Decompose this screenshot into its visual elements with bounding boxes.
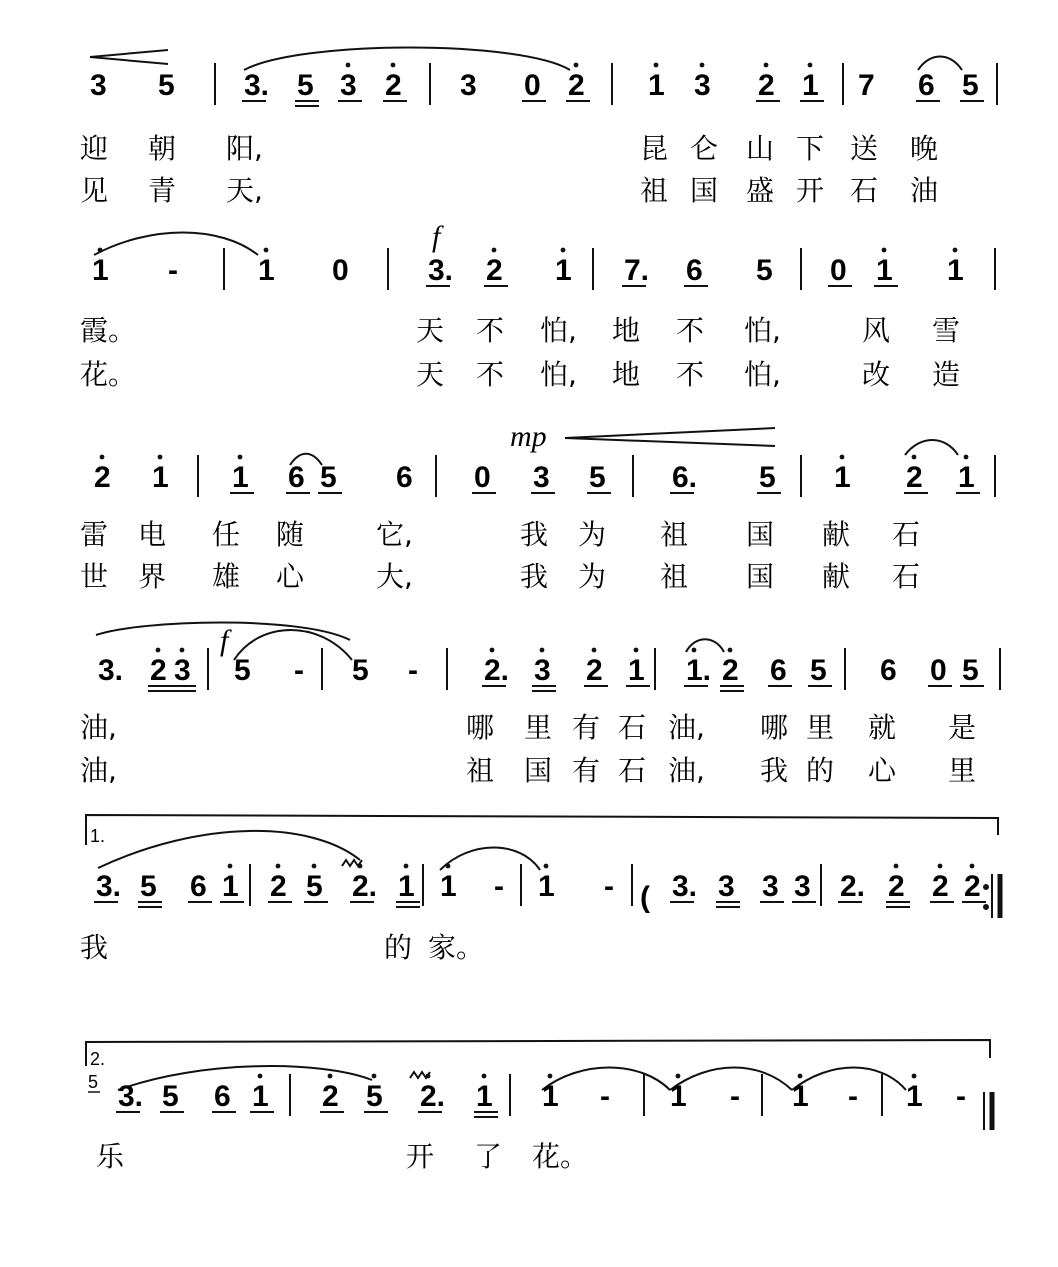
note: 6 [190,870,207,903]
high-octave-dot [180,648,185,653]
lyric-verse-2: 祖 [640,174,669,207]
note: 6 [918,69,935,102]
note: 1 [670,1080,687,1113]
volta-1-bracket [86,815,998,845]
note: 2 [322,1080,339,1113]
volta-label: 1. [90,826,106,846]
note: 0 [930,654,947,687]
lyric-verse-1: 是 [948,711,977,744]
note: - [730,1080,740,1113]
lyric-verse-1: 国 [746,518,775,551]
note: 5 [306,870,323,903]
lyric-verse-1: 怕, [744,314,781,347]
lyric-verse-2: 天, [226,174,263,207]
high-octave-dot [882,248,887,253]
high-octave-dot [894,864,899,869]
high-octave-dot [372,1074,377,1079]
high-octave-dot [98,248,103,253]
lyric-verse-1: 它, [376,518,413,551]
lyric-verse-1: 山 [746,132,775,165]
lyric-verse-1: 的 [384,931,413,964]
note: 5 [962,69,979,102]
lyric-verse-1: 就 [868,711,897,744]
note: - [956,1080,966,1113]
lyric-verse-1: 油, [668,711,705,744]
high-octave-dot [540,648,545,653]
note: - [848,1080,858,1113]
lyric-verse-1: 我 [520,518,549,551]
note: 3. [244,69,270,102]
high-octave-dot [238,455,243,460]
lyric-verse-1: 下 [796,132,825,165]
note: 1 [947,254,964,287]
note: 3 [533,461,550,494]
high-octave-dot [798,1074,803,1079]
volta-2-bracket [86,1040,990,1066]
score-row [80,63,997,207]
score-row [80,648,1000,787]
lyric-verse-1: 我 [80,931,109,964]
high-octave-dot [258,1074,263,1079]
lyric-verse-2: 造 [932,358,961,391]
note: - [600,1080,610,1113]
note: 1 [542,1080,559,1113]
high-octave-dot [328,1074,333,1079]
note: 3 [718,870,735,903]
note: 1 [232,461,249,494]
note: 3 [762,870,779,903]
note: 2 [486,254,503,287]
lyric-verse-1: 天 [416,314,445,347]
note: 3. [672,870,698,903]
score-row [80,248,995,391]
note: 0 [332,254,349,287]
note: 5 [589,461,606,494]
note: 1 [92,254,109,287]
high-octave-dot [426,1074,431,1079]
note: 3. [428,254,454,287]
volta-label: 2. [90,1049,106,1069]
note: 3. [118,1080,144,1113]
lyric-verse-2: 献 [822,560,851,593]
lyric-verse-1: 哪 [760,711,789,744]
note: 1. [686,654,712,687]
lyric-verse-1: 送 [850,132,879,165]
lyric-verse-2: 青 [148,174,177,207]
high-octave-dot [100,455,105,460]
note: 3 [340,69,357,102]
high-octave-dot [391,63,396,68]
note: 5 [158,69,175,102]
note: 1 [258,254,275,287]
lyric-verse-2: 天 [416,358,445,391]
slur [918,57,962,71]
lyric-verse-1: 仑 [690,132,719,165]
note: 1 [648,69,665,102]
note: 7. [624,254,650,287]
note: 5 [962,654,979,687]
lyric-verse-2: 石 [850,174,879,207]
score-row [96,1074,966,1173]
crescendo-hairpin [90,50,168,64]
note: 3 [90,69,107,102]
note: 2 [906,461,923,494]
lyric-verse-1: 雪 [932,314,961,347]
lyric-verse-1: 为 [578,518,607,551]
note: 3. [96,870,122,903]
lyric-verse-2: 石 [618,754,647,787]
note: 2. [420,1080,446,1113]
note: 5 [352,654,369,687]
note: 3 [694,69,711,102]
lyric-verse-2: 油, [80,754,117,787]
note: 2 [932,870,949,903]
lyric-verse-2: 见 [80,174,109,207]
note: - [168,254,178,287]
note: 3 [794,870,811,903]
high-octave-dot [548,1074,553,1079]
lyric-verse-2: 油, [668,754,705,787]
time-signature-numerator: 5 [88,1072,99,1092]
lyric-verse-2: 改 [862,358,891,391]
note: 0 [524,69,541,102]
note: 1 [538,870,555,903]
note: 0 [474,461,491,494]
note: - [494,870,504,903]
note: 2 [586,654,603,687]
lyric-verse-1: 电 [138,518,167,551]
high-octave-dot [912,1074,917,1079]
note: 1 [958,461,975,494]
lyric-verse-2: 祖 [660,560,689,593]
lyric-verse-1: 不 [476,314,505,347]
note: 2 [270,870,287,903]
note: 2 [568,69,585,102]
high-octave-dot [544,864,549,869]
lyric-verse-1: 乐 [96,1140,125,1173]
lyric-verse-2: 石 [892,560,921,593]
lyric-verse-2: 有 [572,754,601,787]
note: 3. [98,654,124,687]
lyric-verse-2: 心 [276,560,305,593]
note: 2 [888,870,905,903]
lyric-verse-1: 霞。 [80,314,137,347]
note: 0 [830,254,847,287]
lyric-verse-2: 国 [524,754,553,787]
lyric-verse-1: 家。 [428,931,485,964]
lyric-verse-2: 国 [746,560,775,593]
high-octave-dot [561,248,566,253]
note: 2 [385,69,402,102]
note: 1 [222,870,239,903]
note: 2 [94,461,111,494]
high-octave-dot [264,248,269,253]
lyric-verse-1: 不 [676,314,705,347]
lyric-verse-1: 献 [822,518,851,551]
lyric-verse-1: 里 [806,711,835,744]
lyric-verse-1: 油, [80,711,117,744]
lyric-verse-1: 风 [862,314,891,347]
note: 7 [858,69,875,102]
slur [905,440,958,455]
note: 1 [802,69,819,102]
note: 3 [534,654,551,687]
parenthesis: ( [640,881,650,914]
lyric-verse-1: 任 [212,518,241,551]
high-octave-dot [592,648,597,653]
note: 5 [756,254,773,287]
dynamic-marking: f [432,220,441,253]
note: 1 [834,461,851,494]
lyric-verse-1: 朝 [148,132,177,165]
slur [98,831,360,868]
note: 1 [792,1080,809,1113]
lyric-verse-1: 雷 [80,518,109,551]
note: 6 [686,254,703,287]
high-octave-dot [808,63,813,68]
lyric-verse-1: 阳, [226,132,263,165]
lyric-verse-2: 花。 [80,358,137,391]
high-octave-dot [482,1074,487,1079]
high-octave-dot [156,648,161,653]
note: 5 [320,461,337,494]
note: 1 [398,870,415,903]
note: - [408,654,418,687]
note: 5 [162,1080,179,1113]
note: 1 [476,1080,493,1113]
high-octave-dot [970,864,975,869]
note: - [294,654,304,687]
lyric-verse-2: 我 [520,560,549,593]
score-row [80,455,995,593]
note: 6 [396,461,413,494]
high-octave-dot [574,63,579,68]
lyric-verse-1: 迎 [80,132,109,165]
high-octave-dot [490,648,495,653]
lyric-verse-1: 怕, [540,314,577,347]
high-octave-dot [228,864,233,869]
score-row [80,864,986,964]
note: 6 [288,461,305,494]
note: - [604,870,614,903]
high-octave-dot [358,864,363,869]
high-octave-dot [692,648,697,653]
lyric-verse-2: 盛 [746,174,775,207]
note: 1 [876,254,893,287]
lyric-verse-2: 的 [806,754,835,787]
lyric-verse-1: 了 [474,1140,503,1173]
high-octave-dot [492,248,497,253]
note: 5 [234,654,251,687]
high-octave-dot [728,648,733,653]
high-octave-dot [912,455,917,460]
high-octave-dot [404,864,409,869]
note: 2. [352,870,378,903]
high-octave-dot [964,455,969,460]
high-octave-dot [654,63,659,68]
high-octave-dot [676,1074,681,1079]
note: 3 [460,69,477,102]
lyric-verse-1: 里 [524,711,553,744]
lyric-verse-2: 雄 [212,560,241,593]
tie [94,233,258,256]
note: 1 [555,254,572,287]
final-barlines [984,874,1001,1130]
high-octave-dot [158,455,163,460]
note: 2. [840,870,866,903]
high-octave-dot [346,63,351,68]
lyric-verse-2: 油 [910,174,939,207]
lyric-verse-1: 晚 [910,132,939,165]
note: 1 [152,461,169,494]
dynamic-marking: mp [510,420,547,453]
lyric-verse-1: 地 [612,314,641,347]
lyric-verse-1: 开 [406,1140,435,1173]
note: 1 [628,654,645,687]
high-octave-dot [446,864,451,869]
dynamic-marking: f [220,624,229,657]
lyric-verse-2: 祖 [466,754,495,787]
lyric-verse-1: 随 [276,518,305,551]
lyric-verse-2: 国 [690,174,719,207]
note: 6. [672,461,698,494]
note: 2 [964,870,981,903]
lyric-verse-2: 我 [760,754,789,787]
lyric-verse-2: 世 [80,560,109,593]
lyric-verse-1: 石 [892,518,921,551]
lyric-verse-2: 大, [376,560,413,593]
lyric-verse-1: 花。 [532,1140,589,1173]
slur [244,48,570,71]
note: 6 [770,654,787,687]
note: 5 [810,654,827,687]
note: 5 [759,461,776,494]
rows-layer [80,63,1000,1173]
note: 1 [906,1080,923,1113]
high-octave-dot [276,864,281,869]
note: 3 [174,654,191,687]
note: 5 [140,870,157,903]
note: 6 [214,1080,231,1113]
lyric-verse-2: 心 [868,754,897,787]
high-octave-dot [312,864,317,869]
lyric-verse-1: 有 [572,711,601,744]
high-octave-dot [764,63,769,68]
lyric-verse-2: 地 [612,358,641,391]
lyric-verse-2: 不 [676,358,705,391]
lyric-verse-1: 石 [618,711,647,744]
note: 1 [252,1080,269,1113]
lyric-verse-2: 怕, [744,358,781,391]
lyric-verse-2: 怕, [540,358,577,391]
lyric-verse-1: 昆 [640,132,669,165]
high-octave-dot [634,648,639,653]
note: 2 [758,69,775,102]
high-octave-dot [938,864,943,869]
lyric-verse-2: 不 [476,358,505,391]
note: 2 [722,654,739,687]
lyric-verse-2: 为 [578,560,607,593]
note: 1 [440,870,457,903]
high-octave-dot [953,248,958,253]
lyric-verse-2: 开 [796,174,825,207]
crescendo-hairpin [565,428,775,446]
high-octave-dot [840,455,845,460]
note: 2. [484,654,510,687]
note: 6 [880,654,897,687]
high-octave-dot [700,63,705,68]
note: 2 [150,654,167,687]
lyric-verse-1: 哪 [466,711,495,744]
tie [440,848,540,871]
note: 5 [297,69,314,102]
lyric-verse-2: 界 [138,560,167,593]
lyric-verse-1: 祖 [660,518,689,551]
note: 5 [366,1080,383,1113]
lyric-verse-2: 里 [948,754,977,787]
